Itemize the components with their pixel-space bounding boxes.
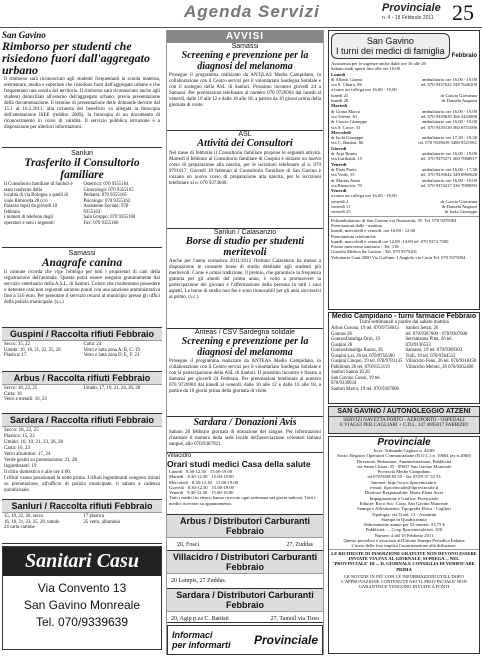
item: 20, Fosci: [177, 542, 200, 548]
box-sardara-carburanti: [167, 589, 323, 623]
article-samassi-anagrafe: [2, 248, 162, 328]
pharmacy: Pabillonis 26 tel. 070/9353119: [331, 364, 390, 370]
schedule-left: [4, 342, 81, 359]
colophon-closing: LE NOTIZIE IN PIÙ CON LE INFORMAZIONI UTILI, DOPO L'APPROVAZIONE CONTENUTE NEI 'IL PROVINCIALE' NON GARANTISCE VENGONO INVIATE A FONTI: [341, 573, 467, 590]
line: Pediatra: 070 9355165: [83, 193, 127, 198]
turno-detail: tel. 070 9339639 366 3443888: [420, 113, 477, 119]
box-title: Sardara / Distributori Carburanti Febbraio: [167, 589, 323, 612]
pharmacy: Gonnosfanadiga Razzo, 26: [331, 348, 383, 353]
turno-name: Giovedì: [331, 145, 347, 151]
box-farmacie: [328, 312, 480, 404]
pharmacy: Guspini Cinquo, 19 tel. 070/9783135: [331, 359, 403, 364]
headline: Attività dei Consultori: [197, 138, 293, 149]
line: Secco: 15, 22: [4, 342, 30, 347]
schedule: [2, 427, 162, 495]
box-title: Guspini / Raccolta rifiuti Febbraio: [2, 328, 162, 341]
box-sardara-rifiuti: [2, 414, 162, 500]
turni-footer: [329, 216, 479, 261]
line: Carta: 24: [83, 342, 102, 347]
line: Stampa in Quadricromia: [381, 516, 427, 522]
masthead-logo: Provinciale: [382, 2, 441, 14]
pharmacy: Villacidro Fenu, 26 tel. 070/9316458: [405, 359, 477, 364]
ad-line1: SERVIZI NAVETTA PORTO - AEROPORTO - OSPEDALI: [343, 418, 465, 423]
line: Impaginazione e Grafica: Provinciale: [369, 495, 439, 501]
headline: Trasferito il Consultorio familiare: [24, 157, 140, 181]
article-sanluri-calasanzio: [167, 229, 323, 329]
pharmacy: Sanluri Sanna 10.26: [331, 370, 370, 375]
turno-name: Mercoledì: [331, 129, 351, 135]
kicker: Sardara / Donazioni Avis: [193, 417, 297, 428]
item: 20, Agip p.za C. Battisti: [171, 616, 229, 622]
line: Direzione, Redazione, Amministrazione, Pubblicità: [356, 458, 452, 464]
ad-title: SAN GAVINO / AUTONOLEGGIO ATZENI: [329, 407, 479, 417]
schedule-right: [84, 342, 161, 359]
line: tel.070/9338 85 55 - fax 070/9 57 53 53: [367, 474, 441, 480]
colophon-logo: Provinciale: [377, 437, 431, 448]
schedule-left: [4, 386, 81, 403]
schedule-left: [4, 514, 81, 531]
pharmacy: San Gavino Cossu, 19 tel. 070/9339034: [331, 375, 381, 386]
left-column: [2, 30, 162, 655]
consultorio-phones: [84, 182, 161, 226]
line: Carta: 16, 23: [4, 446, 30, 451]
turno-row: [331, 209, 477, 214]
consultorio-info: [2, 181, 162, 227]
box-guspini-rifiuti: [2, 328, 162, 372]
line: 17 plastica: [83, 514, 105, 519]
pharmacy: Guspini Lai, 26 tel. 070/9756580: [331, 353, 395, 359]
line: Vetro e metalli: 16, 23: [4, 397, 47, 402]
line: Umido: 17, 19, 21, 24, 26, 28: [83, 386, 141, 391]
turno-detail: ambulatorio ore 16,00 - 19,00: [422, 177, 477, 183]
headline: Anagrafe canina: [41, 257, 123, 269]
line: Pronto intervento sanitario - Tel. 118: [331, 244, 399, 250]
article-body: Sabato 26 febbraio giornata di donazione del sangue. Per informazioni chiamare il numero della sede locale dell'associazione volontari italiani sangue, allo 070/9387921.: [169, 430, 321, 447]
article-sardara-avis: [167, 417, 323, 453]
line: Secco: 18, 22, 25: [4, 428, 39, 433]
orari-cell: Mercoledì: [169, 479, 188, 485]
turno-name: Lunedì: [331, 71, 346, 77]
turno-detail: dr Daniela Angioni: [441, 98, 477, 104]
line: Vetro e latta zona A, B, C: 19: [83, 347, 140, 353]
turno-name: Venerdì: [331, 161, 347, 167]
article-body: Prosegue il programma realizzato da ANT(LAS Medio Campidano, in collaborazione con il Centro servizi per il volontariato Sardegna Solidale e con il sostegno della ASL di Sanluri. Prossimo incontro giovedì 24 a Samassi. Per prenotazioni telefonare al numero 070 9726904 dal lunedì al venerdì, dalle 10 alle 12 e dalle 16 alle 18, a partire da 10 giorni prima della giornata di visite.: [169, 73, 321, 108]
box-arbus-rifiuti: [2, 372, 162, 414]
box-title: Villacidro / Distributori Carburanti Febbraio: [167, 551, 323, 574]
line: Prenotazioni telefoniche: [331, 233, 376, 239]
line: Poliambulatorio di San Gavino via Nurazzolu, 35. Tel. 070 9378304: [331, 217, 457, 223]
line: Fax: 070 9355166: [83, 220, 119, 226]
line: Sala Gruppo: 070 9355160: [83, 215, 136, 220]
schedule-right: [84, 514, 161, 531]
turno-name: Venerdì: [331, 188, 347, 194]
line: I numeri di telefono degli: [4, 215, 54, 220]
turno-name: via S. Croce, 31: [331, 124, 361, 130]
kicker: Anteas / CSV Sardegna solidale: [194, 329, 295, 336]
turno-name: dr Isola Giuseppe: [331, 135, 364, 141]
orari-cell: Martedì: [169, 474, 184, 480]
line: Ginecologo: 070 9355165: [83, 187, 134, 193]
line: Il ritiro domestico è alle ore 4:00.: [4, 470, 72, 475]
line: Umido: 16, 18, 21, 23, 25, 28: [4, 347, 61, 353]
line: lunedì, mercoledì e venerdì, ore 16,00 - 12,00: [331, 228, 416, 234]
article-body: Prosegue il programma realizzato da ANTEAS Medio Campidano, in collaborazione con il Centro servizi per il volontariato Sardegna Solidale e con la partecipazione della ASL di Sanluri. Il prossimo incontro è fissato a Samassi per giovedì 24 Febbraio. Per prenotazioni telefonare al numero 070 9726904 dal lunedì al venerdì, dalle 10 alle 12 e dalle 16 alle 18, a partire da 10 giorni prima della giornata di visite.: [169, 359, 321, 394]
turno-name: via Garibaldi, 15: [331, 156, 362, 162]
turno-detail: ambulatorio ore 16.00 - 19.00: [422, 76, 477, 82]
kicker: Samassi: [68, 250, 96, 257]
orari-cell: 15.00-19.00: [211, 484, 234, 490]
box-title: Sanluri / Raccolta rifiuti Febbraio: [2, 500, 162, 513]
line: Psicologo: 070 9355162: [83, 198, 131, 204]
kicker: ASL: [238, 131, 252, 138]
headline: Screening e prevenzione per la diagnosi del melanoma: [181, 50, 309, 72]
article-asl: [167, 131, 323, 229]
turno-name: a turno un collega ore 16,00 - 19,00: [331, 87, 397, 93]
line: località di via Bologna a quelli di: [4, 193, 68, 198]
line: Volontario Cuni 2000 Via Golfano. I Angiolo via Carta Tel. 070 9375004: [331, 254, 466, 260]
ad-phone: Tel. 070/9339639: [35, 615, 129, 629]
line: via Santa Chiara, 35 - 09037 San Gavino Monreale: [356, 463, 452, 469]
turno-name: dr Cuscia Giuseppe: [331, 119, 367, 125]
turno-name: lunedì 21: [331, 92, 349, 98]
turni-intro: [329, 61, 479, 72]
article-sanluri-consultorio: [2, 148, 162, 248]
colophon-lines: [329, 448, 479, 549]
info-logo: Provinciale: [253, 633, 318, 647]
box-title: Sardara / Raccolta rifiuti Febbraio: [2, 414, 162, 427]
box-title: Orari studi medici Casa della salute: [167, 459, 311, 469]
line: Stampa e Allestimento: Tipografia Eltica - Cagliari: [357, 506, 451, 512]
headline: Rimborso per studenti che risiedono fuori dall'aggregato urbano: [2, 39, 151, 77]
farmacie-left: [331, 326, 403, 392]
line: Abbonamento annuo per 52 numeri: 53,75 €: [363, 522, 445, 528]
turno-detail: tel. 070 9339642 349 6969628: [420, 172, 477, 178]
box-title: Medio Campidano - turni farmacie Febbraio: [331, 313, 477, 320]
section-title: Agenda Servizi: [184, 2, 320, 21]
info-line2: per informarti: [172, 640, 231, 650]
line: Palazzo Inps) da giovedì 10: [4, 204, 58, 209]
line: viale Rimicella 28 (c/o: [4, 198, 48, 204]
line: Umido: 16, 19, 21, 23, 26, 28: [4, 440, 64, 445]
turno-name: a turno un collega ore 16,00 - 19,00: [331, 193, 397, 199]
line: Sabato studi aperti fino alle ore 10,00: [331, 66, 401, 72]
item: 27, Zuddas: [286, 542, 313, 548]
line: Internet: http://www.ilprovinciale.it: [371, 479, 437, 485]
pharmacy: Villacidro Meloni, 26 070/9302400: [405, 364, 474, 370]
line: 16, 18, 21, 23, 25, 28, umido: [4, 519, 60, 525]
right-column: [328, 30, 480, 655]
ad-sanitari-casu: [2, 546, 162, 650]
turno-detail: dr Isola Giuseppe: [444, 209, 477, 215]
turno-detail: dr Daniela Angioni: [441, 204, 477, 210]
line: e-mail: ilprovinciale@ilprovinciale.it: [369, 485, 439, 491]
line: febbraio: [4, 209, 20, 215]
line: Plastica: 17: [4, 353, 27, 358]
orari-cell: 15.00-19.00: [211, 474, 234, 480]
ad-title: Sanitari Casu: [3, 547, 161, 576]
orari-cell: Giovedì: [169, 484, 184, 490]
line: Guardia Medica Sa Gavino - Tel. 070 9375201: [331, 249, 418, 255]
ad-address: Via Convento 13: [37, 581, 127, 595]
orari-cell: Lunedì: [169, 469, 183, 474]
turno-name: dr Murtas Anna: [331, 177, 360, 183]
article-san-gavino-rimborso: [2, 30, 162, 148]
line: L'invio delle foto implica l'autorizzazione alla diffusione.: [351, 543, 457, 549]
pharmacy: Tuili, 19 tel. 070/9364512: [405, 353, 456, 359]
item: 27, Tamoil via Tirso: [270, 616, 319, 622]
turno-detail: ambulatorio ore 16,00 - 17,30: [422, 166, 477, 172]
orari-cell: 8.30-12.30: [187, 474, 208, 480]
turno-name: dr Giana Marco: [331, 108, 361, 114]
orari-cell: 8.30-12.30: [187, 484, 208, 490]
turno-name: via Trieste, 61: [331, 113, 358, 119]
kicker: Samassi: [231, 43, 259, 50]
ad-city: San Gavino Monreale: [23, 598, 141, 612]
orari-note: Tutti i medici in elenco hanno ricevuto ogni settimana nei giorni indicati. Tutti i medici ricevono su appuntamento.: [169, 495, 316, 506]
kicker: Sanluri: [71, 150, 93, 157]
article-anteas: [167, 329, 323, 417]
line: Ingombranti: 19: [4, 464, 37, 469]
line: Carta: 16: [4, 391, 22, 397]
consultorio-address: [4, 182, 81, 226]
box-title: Arbus / Raccolta rifiuti Febbraio: [2, 372, 162, 385]
line: 24 carta cartone: [4, 525, 35, 530]
pharmacy: Guspini 26: [331, 342, 353, 348]
orari-cell: 15.00-19.00: [211, 490, 234, 496]
turni-list: [329, 72, 479, 215]
colophon: [328, 436, 480, 654]
turno-detail: ambulatorio ore 16,00 - 19,00: [422, 108, 477, 114]
line: Editore: Roco Soc. Coop. San Gavino Monreale: [359, 500, 449, 506]
turno-detail: tel. 070 9374417 336 7089093: [420, 182, 477, 188]
box-villacidro-carburanti: [167, 551, 323, 589]
pharmacy: Serramanna Pitta, 26 tel. 070/9136533: [405, 337, 453, 348]
turno-name: via C. Battisti, 66: [331, 140, 364, 146]
line: Assistente Sociale: 070: [83, 204, 129, 209]
month-label: Febbraio: [451, 53, 477, 59]
turno-name: venerdì 11: [331, 204, 351, 210]
farmacie-right: [406, 326, 478, 392]
turno-detail: tel. 070 9375271 360 7068917: [420, 156, 477, 162]
line: Ostetrica: 070 9355164: [83, 182, 129, 187]
turno-name: venerdì 4: [331, 198, 349, 204]
turno-name: via S. Chiara, 86: [331, 82, 362, 88]
line: 9355163: [83, 209, 101, 215]
article-body: Il rimborso sarà riconosciuto agli studenti frequentanti la scuola materna, elementare, media e superiore che risiedono fuori dall'aggregato urbano e che frequentano una scuola del territorio. Il rimborso sarà riconosciuto anche agli studenti domiciliati all'esterno dell'aggregato urbano, previa presentazione della documentazione. Il termine di presentazione delle domande decorre dal 15.1 al 16.2.2011, alla richiesta del beneficio va allegata la fotocopia dell'attestazione ISEE (reddito 2009), la fotocopia di un documento di riconoscimento in corso di validità. Il servizio pubblica istruzione è a disposizione per ulteriori informazioni.: [4, 77, 160, 130]
article-body: Il comune ricorda che vige l'obbligo per tutti i proprietari di cani della registrazione dell'animale. Questa potrà essere eseguita gratuitamente dal servizio veterinario della A.S.L. di Sanluri. Coloro che risulteranno possedere o detenere cani non registrati saranno puniti con una sanzione amministrativa fino a 516 euro. Per prenotare il servizio recarsi al municipio presso gli uffici della polizia municipale. (s.i.): [4, 270, 160, 305]
ad-autonoleggio: [328, 406, 480, 434]
line: Verde gestiti su prenotazione: 21, 28: [4, 458, 78, 463]
box-title: Arbus / Distributori Carburanti Febbraio: [167, 515, 323, 538]
line: Vetro alluminio: 17, 24: [4, 452, 51, 457]
kicker: Sanluri / Calasanzio: [213, 229, 277, 236]
turno-name: dr Arpi Bruno: [331, 151, 357, 157]
turno-detail: tel. 070 9339139 360 8751006: [420, 124, 477, 130]
headline: Borse di studio per studenti meritevoli: [185, 236, 305, 258]
schedule-right: [84, 386, 161, 403]
colophon-notice: LE RICHIESTE DI INSERZIONE GRATUITE NON DEVONO ESSERE INVIATE VIA FAX AL GIORNALE, SI PREGA ... NEL 'PROVINCIALE' DI ... IL GIORNALE CONSIGLIA DI VERIFICARE PRIMA: [329, 549, 479, 573]
box-turni-medici: [328, 30, 480, 310]
line: Pubblicità: ... Coop Ilprovinciale.net: 350: [365, 527, 443, 533]
line: Assistenza per le urgenze anche dalle ore 16 alle 20: [331, 61, 426, 66]
turno-name: venerdì 25: [331, 209, 351, 215]
article-body: Anche per l'anno scolastico 2011/2012 l'Istituto Calasanzio ha messo a disposizione le consuete borse di studio destinate agli studenti più meritevoli. Come è ormai tradizione, il premio, che garantisce la frequenza gratuita per gli alunni del primo anno, è volto a promuovere la partecipazione dei giovani e l'affermazione della persona in tutti i suoi aspetti. Le borse di studio non fee e sono rinnovabili per gli anni successivi al primo. (v.c.): [169, 259, 321, 300]
info-line1: Informaci: [172, 630, 213, 640]
pharmacy: Gonnosfanadiga Orrù, 19: [331, 337, 380, 342]
line: lunedì, mercoledì e venerdì ore 12,00 -14,00 tel. 070 9374 7500: [331, 238, 449, 244]
orari-cell: 15.00-19.00: [215, 479, 238, 485]
pharmacy: Samassi, 19 tel. 070/9389303: [405, 348, 463, 353]
turno-detail: ambulatorio ore 17,30 - 18,30: [422, 135, 477, 141]
pharmacy: Gonnos 26: [331, 331, 352, 337]
line: I rifiuti vanno posizionati la notte prima. I rifiuti ingombranti vengono ritirati su prenotazione, all'ufficio di polizia municipale, il sabato a cadenza quindicinale.: [4, 476, 160, 493]
kicker: Villacidro: [167, 453, 192, 459]
pharmacy: Sanluri Marru, 19 tel. 070/9307006: [331, 386, 399, 392]
ad-line2: E VIAGGI PER CAGLIARI + C.D.L. 347 4695017 FABRIZIO: [339, 423, 469, 428]
page-header: [0, 0, 482, 28]
turno-detail: ambulatorio ore 16,00 - 19,00: [422, 151, 477, 157]
pharmacy: tel. 070/9307600 - 070/9307600: [405, 331, 468, 337]
turno-detail: tel. 070 9337622 348 7646209: [420, 82, 477, 88]
orari-cell: Venerdì: [169, 490, 184, 496]
line: Secco: 18, 22, 25: [4, 386, 38, 391]
middle-column: [166, 30, 324, 655]
line: Prenotazioni dalle - mattina: [331, 222, 382, 228]
line: Tipologia: via Tratti, 13 - Assemini: [371, 511, 437, 517]
turno-detail: ambulatorio ore 16,00 - 19,00: [422, 119, 477, 125]
pharmacy: Arbus Corona, 19 tel. 070/9758013: [331, 326, 399, 331]
turno-name: di Alberti Gianni: [331, 76, 363, 82]
pharmacy: Sanluri Setzu, 26: [405, 326, 439, 331]
line: Il Consultorio familiare di Sanluri è stato trasferito dalla: [4, 182, 73, 193]
orari-cell: 8.30-12.30: [191, 479, 212, 485]
line: 25 vetro, alluminio: [83, 519, 121, 525]
turno-name: via Verdi, 15: [331, 172, 355, 178]
avvisi-banner: AVVISI: [167, 30, 323, 43]
kicker: San Gavino: [366, 36, 414, 46]
orari-cell: 8.30-12.30: [186, 469, 206, 474]
headline: Screening e prevenzione per la diagnosi del melanoma: [181, 336, 309, 358]
box-arbus-carburanti: [167, 515, 323, 551]
turno-name: dr Piras Paola: [331, 166, 357, 172]
box-subtitle: Turni settimanali a partire dal sabato mattina: [359, 320, 449, 325]
informazioni-banner: [167, 625, 323, 655]
article-samassi-melanoma: [167, 43, 323, 131]
page-number: 25: [452, 0, 474, 25]
issue-date: n. 4 - 18 Febbraio 2011: [382, 15, 434, 21]
line: Direttore Responsabile: Maria Elena Atzei: [364, 490, 444, 496]
box-sanluri-rifiuti: [2, 500, 162, 544]
box-villacidro-orari: [167, 453, 323, 515]
kicker: San Gavino: [2, 30, 46, 40]
turno-detail: dr Cuscia Giovanna: [440, 92, 477, 98]
turno-name: lunedì 28: [331, 98, 349, 104]
box-title: I turni dei medici di famiglia: [336, 46, 445, 56]
article-body: Nel mese di febbraio il Consultorio familiare propone le seguenti attività. Martedì 8 febbraio al Consultorio familiare di Guspini è iniziato un nuovo corso di preparazione alla nascita, per le iscrizioni telefonare al n. 070 9761617. Giovedì 10 febbraio al Consultorio Familiare di San Gavino è iniziato un nuovo corso di preparazione alla nascita, per le iscrizioni telefonare al n. 070 9374646.: [169, 151, 321, 186]
item: 20 Lampis, 27 Zuddas.: [171, 578, 227, 584]
orari-table: [167, 469, 323, 495]
line: Plastica: 15, 22: [4, 434, 35, 439]
line: operatori e soni i seguenti:: [4, 220, 55, 226]
line: Iscrz. Tribunale Cagliari n. 44/89: [373, 448, 435, 453]
turno-name: via Rinascita, 70: [331, 182, 362, 188]
line: Numero 4 del 18 Febbraio 2011: [374, 532, 434, 538]
turno-name: Martedì: [331, 103, 348, 109]
orari-cell: 8.30-12.30: [187, 490, 208, 496]
line: 15, 19, 22, 26, secco: [4, 514, 44, 519]
line: Provincia Medio Campidano: [377, 469, 431, 475]
orari-cell: 15.00-19.00: [209, 469, 233, 474]
line: Vetro e latta zona D, E, F: 23: [83, 353, 140, 358]
turno-detail: tel. 070 9339639 3480 9521961: [418, 140, 477, 146]
line: Socio: Registro Operatori Comunicazione (R.O.C.) n. 19604 (ex n.2060): [337, 453, 471, 459]
line: Questo periodico è associato all'Unione Stampa Periodica Italiana: [343, 538, 465, 544]
turno-detail: dr Cuscia Giovanna: [440, 198, 477, 204]
